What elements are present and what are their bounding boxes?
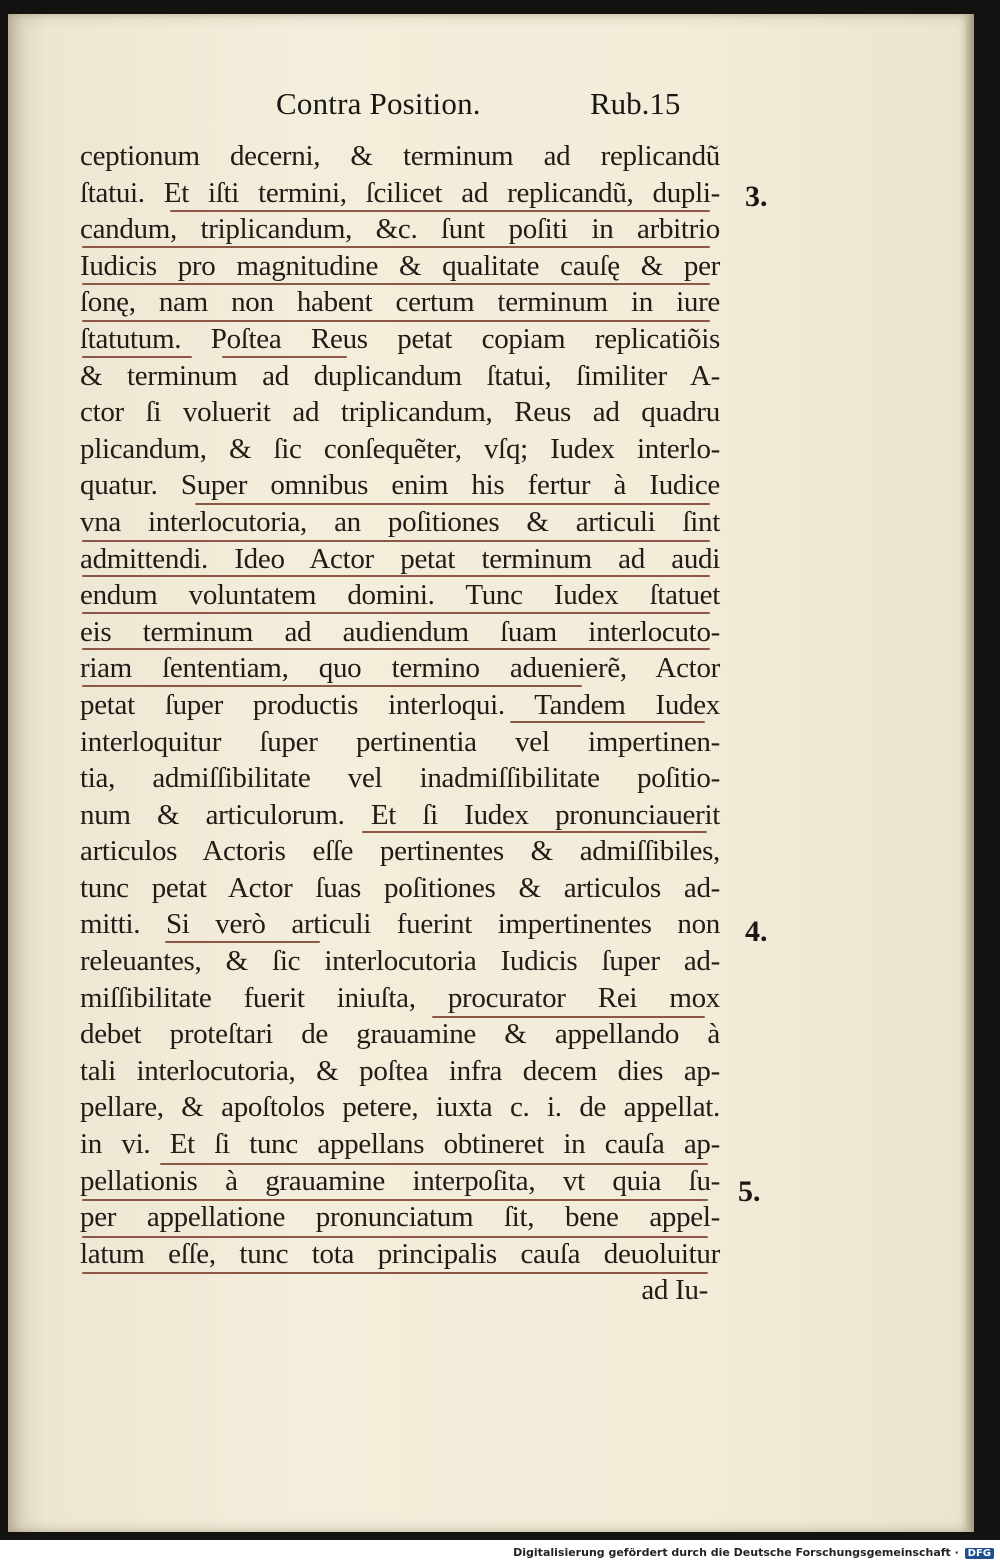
text-line: in vi. Et ſi tunc appellans obtineret in cauſa ap-	[80, 1128, 720, 1161]
underline-mark	[82, 685, 582, 687]
body-text	[80, 138, 720, 1309]
text-line: ceptionum decerni, & terminum ad replicandũ	[80, 140, 720, 172]
text-line: tunc petat Actor ſuas poſitiones & articulos ad-	[80, 871, 720, 904]
underline-mark	[82, 246, 710, 248]
underline-mark	[170, 210, 710, 212]
text-line: ſtatutum. Poſtea Reus petat copiam replicatiõis	[80, 322, 720, 355]
text-line: pellationis à grauamine interpoſita, vt quia ſu-	[80, 1164, 720, 1197]
text-line: mitti. Si verò articuli fuerint impertinentes non	[80, 908, 720, 941]
margin-note-4: 4.	[745, 915, 768, 948]
text-line: eis terminum ad audiendum ſuam interlocuto-	[80, 615, 720, 648]
text-line: admittendi. Ideo Actor petat terminum ad audi	[80, 542, 720, 575]
text-line: ſtatui. Et iſti termini, ſcilicet ad replicandũ, dupli-	[80, 176, 720, 209]
page-edge	[966, 14, 974, 1532]
text-line: releuantes, & ſic interlocutoria Iudicis ſuper ad-	[80, 945, 720, 978]
text-line: num & articulorum. Et ſi Iudex pronunciauerit	[80, 798, 720, 831]
text-line: quatur. Super omnibus enim his fertur à Iudice	[80, 469, 720, 502]
underline-mark	[195, 503, 710, 505]
text-line: interloquitur ſuper pertinentia vel impertinen-	[80, 725, 720, 758]
text-line: miſſibilitate fuerit iniuſta, procurator Rei mox	[80, 981, 720, 1014]
text-line: petat ſuper productis interloqui. Tandem Iudex	[80, 688, 720, 721]
text-line: latum eſſe, tunc tota principalis cauſa deuoluitur	[80, 1237, 720, 1270]
text-line: ſonę, nam non habent certum terminum in iure	[80, 286, 720, 319]
underline-mark	[160, 1163, 708, 1165]
text-line: per appellatione pronunciatum ſit, bene appel-	[80, 1201, 720, 1234]
credit-text: Digitalisierung gefördert durch die Deutsche Forschungsgemeinschaft ·	[513, 1546, 959, 1559]
text-line: pellare, & apoſtolos petere, iuxta c. i. de appellat.	[80, 1091, 720, 1124]
underline-mark	[82, 356, 192, 358]
underline-mark	[510, 721, 705, 723]
underline-mark	[432, 1016, 705, 1018]
text-line: debet proteſtari de grauamine & appellando à	[80, 1018, 720, 1051]
catchword: ad Iu-	[641, 1274, 708, 1307]
folio-number: Rub.15	[590, 86, 681, 121]
underline-mark	[82, 612, 710, 614]
underline-mark	[82, 1199, 708, 1201]
margin-note-3: 3.	[745, 180, 768, 213]
text-line: ctor ſi voluerit ad triplicandum, Reus ad quadru	[80, 396, 720, 429]
text-line: tali interlocutoria, & poſtea infra decem dies ap-	[80, 1054, 720, 1087]
underline-mark	[82, 1236, 708, 1238]
text-line: & terminum ad duplicandum ſtatui, ſimiliter A-	[80, 359, 720, 392]
underline-mark	[82, 540, 710, 542]
text-line: candum, triplicandum, &c. ſunt poſiti in arbitrio	[80, 213, 720, 246]
underline-mark	[82, 283, 710, 285]
text-line: tia, admiſſibilitate vel inadmiſſibilitate poſitio-	[80, 762, 720, 795]
underline-mark	[165, 941, 320, 943]
underline-mark	[82, 320, 710, 322]
text-line: riam ſententiam, quo termino aduenierẽ, Actor	[80, 652, 720, 685]
running-header	[268, 86, 708, 126]
running-title: Contra Position.	[276, 86, 481, 121]
margin-note-5: 5.	[738, 1175, 761, 1208]
underline-mark	[82, 648, 710, 650]
text-line: plicandum, & ſic conſequẽter, vſq; Iudex interlo-	[80, 432, 720, 465]
text-line: endum voluntatem domini. Tunc Iudex ſtatuet	[80, 579, 720, 612]
underline-mark	[362, 831, 707, 833]
text-line: articulos Actoris eſſe pertinentes & admiſſibiles,	[80, 835, 720, 868]
text-line: Iudicis pro magnitudine & qualitate cauſę & per	[80, 249, 720, 282]
underline-mark	[222, 356, 347, 358]
underline-mark	[82, 1272, 708, 1274]
dfg-logo: DFG	[965, 1548, 994, 1559]
underline-mark	[82, 575, 710, 577]
text-line: vna interlocutoria, an poſitiones & articuli ſint	[80, 505, 720, 538]
digitization-credit	[513, 1546, 994, 1559]
